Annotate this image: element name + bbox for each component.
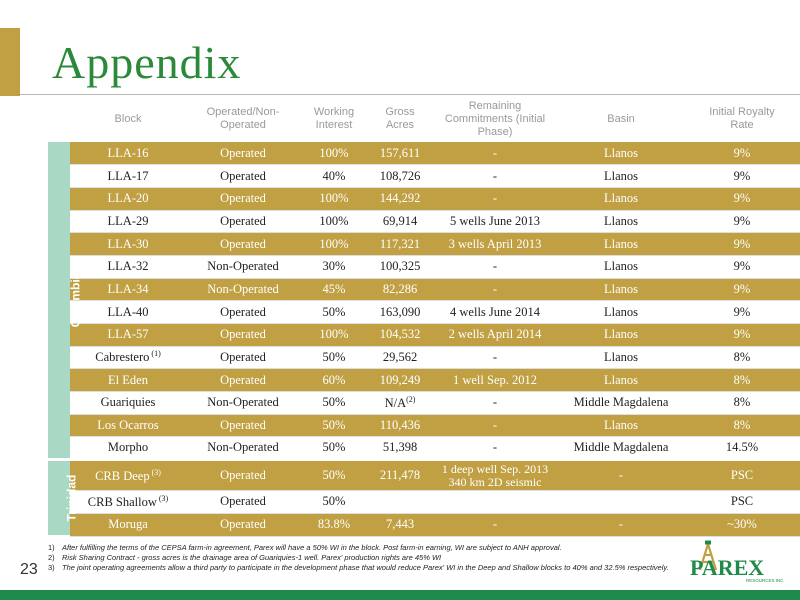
- logo-subtext: RESOURCES INC: [746, 578, 784, 583]
- cell-gross-acres: 104,532: [368, 324, 432, 347]
- cell-commitments: -: [432, 255, 558, 278]
- table-row: [48, 324, 800, 347]
- cell-working-interest: 50%: [300, 414, 368, 437]
- cell-royalty: 14.5%: [684, 437, 800, 460]
- cell-operated: Operated: [186, 210, 300, 233]
- table-row: [48, 301, 800, 324]
- cell-gross-acres: 82,286: [368, 278, 432, 301]
- cell-commitments: -: [432, 142, 558, 165]
- cell-operated: Non-Operated: [186, 278, 300, 301]
- cell-royalty: 8%: [684, 414, 800, 437]
- table-row: [48, 460, 800, 491]
- cell-operated: Non-Operated: [186, 255, 300, 278]
- cell-commitments: [432, 460, 558, 491]
- cell-basin: -: [558, 460, 684, 491]
- footnote-number: 3): [48, 563, 55, 572]
- header-label: Phase): [477, 125, 513, 138]
- table-row: [48, 392, 800, 415]
- cell-royalty: 9%: [684, 187, 800, 210]
- cell-working-interest: 50%: [300, 301, 368, 324]
- header-block: [70, 96, 186, 142]
- title-divider: [20, 94, 800, 95]
- cell-block: Los Ocarros: [70, 414, 186, 437]
- cell-block: El Eden: [70, 369, 186, 392]
- header-gross-acres: [368, 96, 432, 142]
- footnote-ref: (2): [406, 394, 416, 404]
- cell-commitments: -: [432, 513, 558, 536]
- cell-royalty: 9%: [684, 278, 800, 301]
- table-row: [48, 165, 800, 188]
- cell-royalty: PSC: [684, 491, 800, 514]
- cell-basin: Llanos: [558, 278, 684, 301]
- cell-block: LLA-17: [70, 165, 186, 188]
- cell-working-interest: 45%: [300, 278, 368, 301]
- table-header-row: [48, 96, 800, 142]
- header-working-interest: [300, 96, 368, 142]
- blocks-table: [48, 96, 800, 538]
- cell-royalty: 9%: [684, 233, 800, 256]
- cell-gross-acres: 117,321: [368, 233, 432, 256]
- cell-commitments: -: [432, 392, 558, 415]
- cell-basin: Llanos: [558, 369, 684, 392]
- footnotes: [48, 543, 688, 573]
- cell-commitments: [432, 491, 558, 514]
- cell-working-interest: 100%: [300, 187, 368, 210]
- cell-basin: Llanos: [558, 142, 684, 165]
- cell-basin: [558, 491, 684, 514]
- cell-gross-acres: 144,292: [368, 187, 432, 210]
- cell-gross-acres: 100,325: [368, 255, 432, 278]
- footnote: [48, 553, 688, 563]
- region-label: Colombia: [68, 272, 83, 328]
- cell-block: CRB Deep $^{(3)}$: [70, 460, 186, 491]
- footnote-ref: (1): [149, 349, 161, 359]
- cell-working-interest: 60%: [300, 369, 368, 392]
- cell-block: LLA-29: [70, 210, 186, 233]
- header-commitments: [432, 96, 558, 142]
- header-label: Operated/Non-: [206, 106, 280, 118]
- cell-gross-acres: 157,611: [368, 142, 432, 165]
- cell-gross-acres: 163,090: [368, 301, 432, 324]
- cell-operated: Operated: [186, 491, 300, 514]
- cell-operated: Operated: [186, 233, 300, 256]
- cell-commitments: 3 wells April 2013: [432, 233, 558, 256]
- cell-working-interest: 40%: [300, 165, 368, 188]
- slide-title: Appendix: [52, 37, 242, 88]
- header-label: Working: [313, 106, 355, 118]
- footnote-number: 2): [48, 553, 55, 562]
- cell-royalty: 8%: [684, 392, 800, 415]
- cell-block: Cabrestero $^{(1)}$: [70, 346, 186, 369]
- cell-block: LLA-16: [70, 142, 186, 165]
- footnote-text: The joint operating agreements allow a third party to participate in the development phase that would reduce Parex' WI in the Deep and Shallow blocks to 40% and 32.5% respectively.: [62, 563, 669, 572]
- cell-basin: Llanos: [558, 346, 684, 369]
- table-row: [48, 437, 800, 460]
- region-label: Trinidad: [64, 474, 79, 522]
- cell-block: CRB Shallow $^{(3)}$: [70, 491, 186, 514]
- cell-operated: Non-Operated: [186, 392, 300, 415]
- cell-commitments: -: [432, 414, 558, 437]
- cell-royalty: ~30%: [684, 513, 800, 536]
- header-basin: [558, 96, 684, 142]
- footnote: [48, 543, 688, 553]
- table-row: [48, 278, 800, 301]
- cell-operated: Operated: [186, 301, 300, 324]
- cell-gross-acres: [368, 491, 432, 514]
- cell-gross-acres: 109,249: [368, 369, 432, 392]
- table-row: [48, 414, 800, 437]
- cell-gross-acres: 108,726: [368, 165, 432, 188]
- cell-working-interest: 50%: [300, 491, 368, 514]
- cell-working-interest: 100%: [300, 142, 368, 165]
- cell-basin: Llanos: [558, 255, 684, 278]
- table-row: [48, 491, 800, 514]
- logo-wordmark: PAREX: [690, 555, 765, 580]
- cell-working-interest: 50%: [300, 392, 368, 415]
- cell-gross-acres: 110,436: [368, 414, 432, 437]
- footnote-number: 1): [48, 543, 55, 552]
- cell-royalty: 9%: [684, 301, 800, 324]
- cell-block: Morpho: [70, 437, 186, 460]
- cell-gross-acres: $N/A^{(2)}$: [368, 392, 432, 415]
- header-royalty: [684, 96, 800, 142]
- footnote: [48, 563, 688, 573]
- cell-block: Moruga: [70, 513, 186, 536]
- cell-commitments: 1 well Sep. 2012: [432, 369, 558, 392]
- footnote-ref: (3): [156, 493, 169, 503]
- header-label: Gross: [385, 106, 415, 118]
- page-number: 23: [20, 561, 38, 578]
- header-label: Block: [114, 112, 142, 125]
- header-label: Acres: [385, 119, 415, 131]
- cell-basin: Llanos: [558, 233, 684, 256]
- cell-royalty: 9%: [684, 324, 800, 347]
- cell-commitments: -: [432, 346, 558, 369]
- cell-operated: Operated: [186, 165, 300, 188]
- commitment-line: 340 km 2D seismic: [448, 474, 542, 489]
- cell-basin: -: [558, 513, 684, 536]
- cell-operated: Operated: [186, 324, 300, 347]
- footnote-text: After fulfilling the terms of the CEPSA farm-in agreement, Parex will have a 50% WI in the block. Post farm-in earning, WI are subject to ANH approval.: [62, 543, 562, 552]
- cell-royalty: 9%: [684, 165, 800, 188]
- cell-basin: Llanos: [558, 165, 684, 188]
- table-row: [48, 210, 800, 233]
- header-label: Initial Royalty: [709, 106, 775, 118]
- cell-basin: Llanos: [558, 187, 684, 210]
- cell-commitments: 2 wells April 2014: [432, 324, 558, 347]
- header-spacer: [48, 96, 70, 142]
- cell-royalty: 9%: [684, 255, 800, 278]
- table-row: [48, 346, 800, 369]
- cell-block: LLA-34: [70, 278, 186, 301]
- cell-gross-acres: 211,478: [368, 460, 432, 491]
- cell-operated: Operated: [186, 142, 300, 165]
- cell-working-interest: 50%: [300, 346, 368, 369]
- cell-basin: Middle Magdalena: [558, 392, 684, 415]
- header-label: Remaining: [468, 99, 522, 112]
- title-accent-bar: [0, 28, 20, 96]
- table-row: [48, 369, 800, 392]
- cell-gross-acres: 7,443: [368, 513, 432, 536]
- footnote-text: Risk Sharing Contract - gross acres is the drainage area of Guariquies-1 well. Parex' production rights are 45% WI: [62, 553, 442, 562]
- header-label: Commitments (Initial: [444, 112, 546, 125]
- cell-block: LLA-40: [70, 301, 186, 324]
- cell-working-interest: 100%: [300, 210, 368, 233]
- cell-block: LLA-32: [70, 255, 186, 278]
- region-trinidad: [48, 460, 79, 536]
- cell-working-interest: 83.8%: [300, 513, 368, 536]
- footnote-ref: (3): [149, 467, 161, 477]
- cell-basin: Llanos: [558, 210, 684, 233]
- bottom-band: [0, 590, 800, 600]
- cell-working-interest: 100%: [300, 324, 368, 347]
- cell-royalty: 9%: [684, 142, 800, 165]
- cell-royalty: 8%: [684, 369, 800, 392]
- cell-commitments: -: [432, 278, 558, 301]
- cell-operated: Operated: [186, 187, 300, 210]
- cell-operated: Operated: [186, 460, 300, 491]
- region-colombia: [48, 142, 83, 460]
- cell-operated: Non-Operated: [186, 437, 300, 460]
- table-row: [48, 255, 800, 278]
- cell-operated: Operated: [186, 346, 300, 369]
- cell-operated: Operated: [186, 513, 300, 536]
- table-row: [48, 187, 800, 210]
- header-label: Rate: [730, 119, 754, 131]
- cell-block: LLA-20: [70, 187, 186, 210]
- table-row: [48, 142, 800, 165]
- cell-block: LLA-57: [70, 324, 186, 347]
- cell-commitments: 5 wells June 2013: [432, 210, 558, 233]
- table-row: [48, 513, 800, 536]
- cell-operated: Operated: [186, 414, 300, 437]
- header-label: Operated: [220, 119, 266, 131]
- cell-block: Guariquies: [70, 392, 186, 415]
- commitment-line: 1 deep well Sep. 2013: [441, 461, 549, 476]
- cell-block: LLA-30: [70, 233, 186, 256]
- cell-basin: Llanos: [558, 324, 684, 347]
- cell-royalty: PSC: [684, 460, 800, 491]
- cell-working-interest: 50%: [300, 460, 368, 491]
- cell-royalty: 8%: [684, 346, 800, 369]
- cell-basin: Middle Magdalena: [558, 437, 684, 460]
- cell-commitments: -: [432, 165, 558, 188]
- cell-commitments: 4 wells June 2014: [432, 301, 558, 324]
- cell-royalty: 9%: [684, 210, 800, 233]
- cell-gross-acres: 29,562: [368, 346, 432, 369]
- header-label: Basin: [607, 112, 635, 125]
- header-label: Interest: [315, 119, 353, 131]
- cell-commitments: -: [432, 437, 558, 460]
- header-operated: [186, 96, 300, 142]
- parex-logo: [686, 540, 786, 584]
- cell-operated: Operated: [186, 369, 300, 392]
- cell-gross-acres: 51,398: [368, 437, 432, 460]
- cell-basin: Llanos: [558, 301, 684, 324]
- cell-working-interest: 50%: [300, 437, 368, 460]
- cell-basin: Llanos: [558, 414, 684, 437]
- cell-working-interest: 100%: [300, 233, 368, 256]
- cell-working-interest: 30%: [300, 255, 368, 278]
- cell-commitments: -: [432, 187, 558, 210]
- table-row: [48, 233, 800, 256]
- cell-gross-acres: 69,914: [368, 210, 432, 233]
